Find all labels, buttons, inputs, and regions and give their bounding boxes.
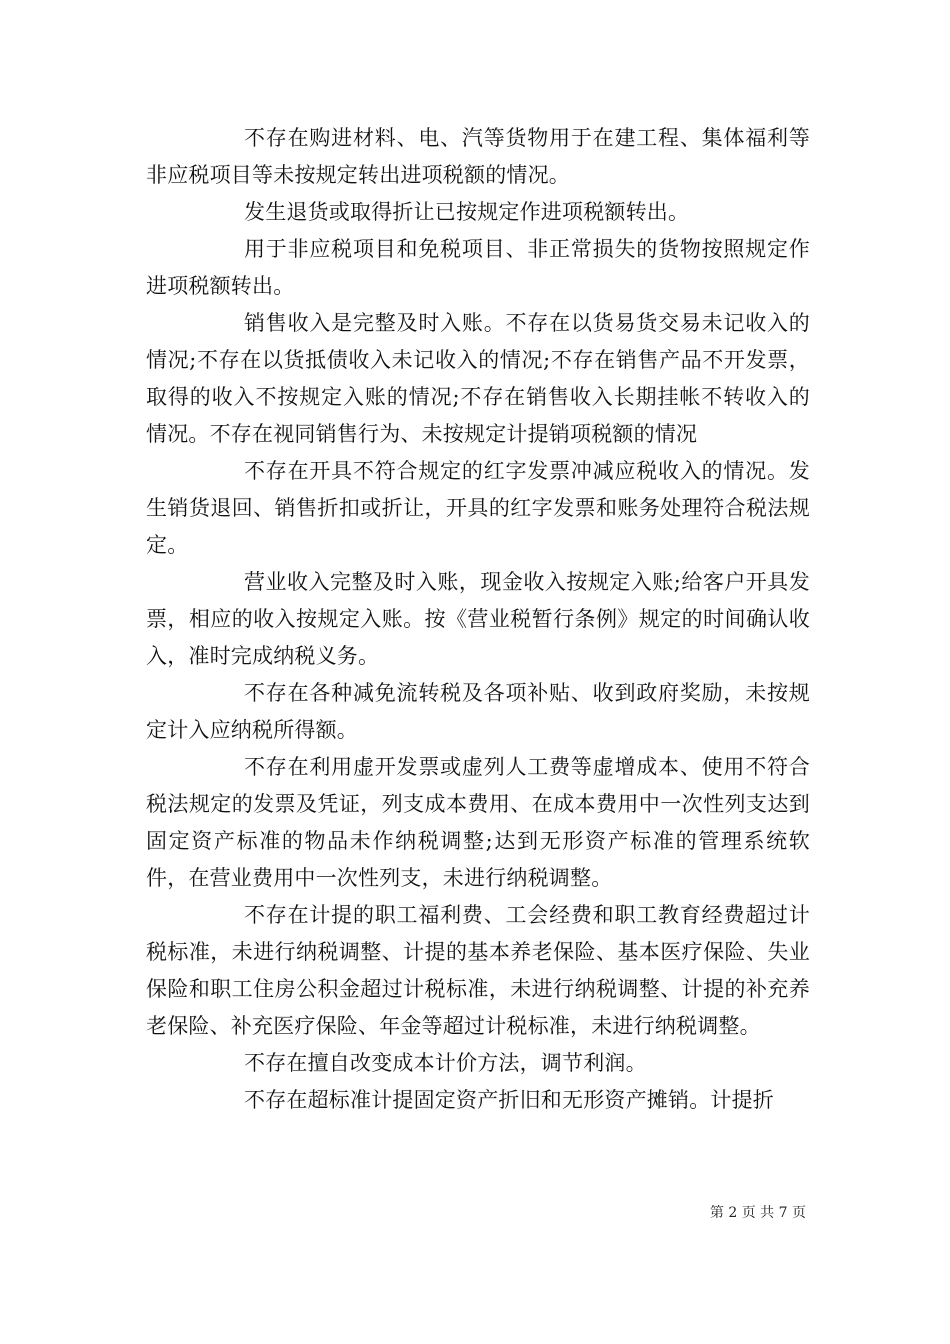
document-body	[146, 120, 810, 1119]
paragraph-non-taxable-items: 用于非应税项目和免税项目、非正常损失的货物按照规定作进项税额转出。	[146, 237, 810, 298]
paragraph-employee-welfare: 不存在计提的职工福利费、工会经费和职工教育经费超过计税标准，未进行纳税调整、计提的基本养老保险、基本医疗保险、失业保险和职工住房公积金超过计税标准，未进行纳税调整、计提的补充养老保险、补充医疗保险、年金等超过计税标准，未进行纳税调整。	[146, 903, 810, 1038]
paragraph-depreciation: 不存在超标准计提固定资产折旧和无形资产摊销。计提折	[244, 1088, 774, 1112]
paragraph-business-income: 营业收入完整及时入账，现金收入按规定入账;给客户开具发票，相应的收入按规定入账。按《营业税暂行条例》规定的时间确认收入，准时完成纳税义务。	[146, 570, 810, 668]
paragraph-cost-valuation: 不存在擅自改变成本计价方法，调节利润。	[244, 1051, 647, 1075]
paragraph-input-tax-transfer: 不存在购进材料、电、汽等货物用于在建工程、集体福利等非应税项目等未按规定转出进项税额的情况。	[146, 126, 810, 187]
paragraph-returns-discount: 发生退货或取得折让已按规定作进项税额转出。	[244, 200, 690, 224]
paragraph-tax-relief-subsidy: 不存在各种减免流转税及各项补贴、收到政府奖励，未按规定计入应纳税所得额。	[146, 681, 810, 742]
paragraph-sales-revenue: 销售收入是完整及时入账。不存在以货易货交易未记收入的情况;不存在以货抵债收入未记收入的情况;不存在销售产品不开发票，取得的收入不按规定入账的情况;不存在销售收入长期挂帐不转收入的情况。不存在视同销售行为、未按规定计提销项税额的情况	[146, 311, 810, 446]
paragraph-false-invoices: 不存在利用虚开发票或虚列人工费等虚增成本、使用不符合税法规定的发票及凭证，列支成本费用、在成本费用中一次性列支达到固定资产标准的物品未作纳税调整;达到无形资产标准的管理系统软件，在营业费用中一次性列支，未进行纳税调整。	[146, 755, 810, 890]
paragraph-red-invoice: 不存在开具不符合规定的红字发票冲减应税收入的情况。发生销货退回、销售折扣或折让，开具的红字发票和账务处理符合税法规定。	[146, 459, 810, 557]
page-number-footer: 第 2 页 共 7 页	[709, 1205, 806, 1221]
